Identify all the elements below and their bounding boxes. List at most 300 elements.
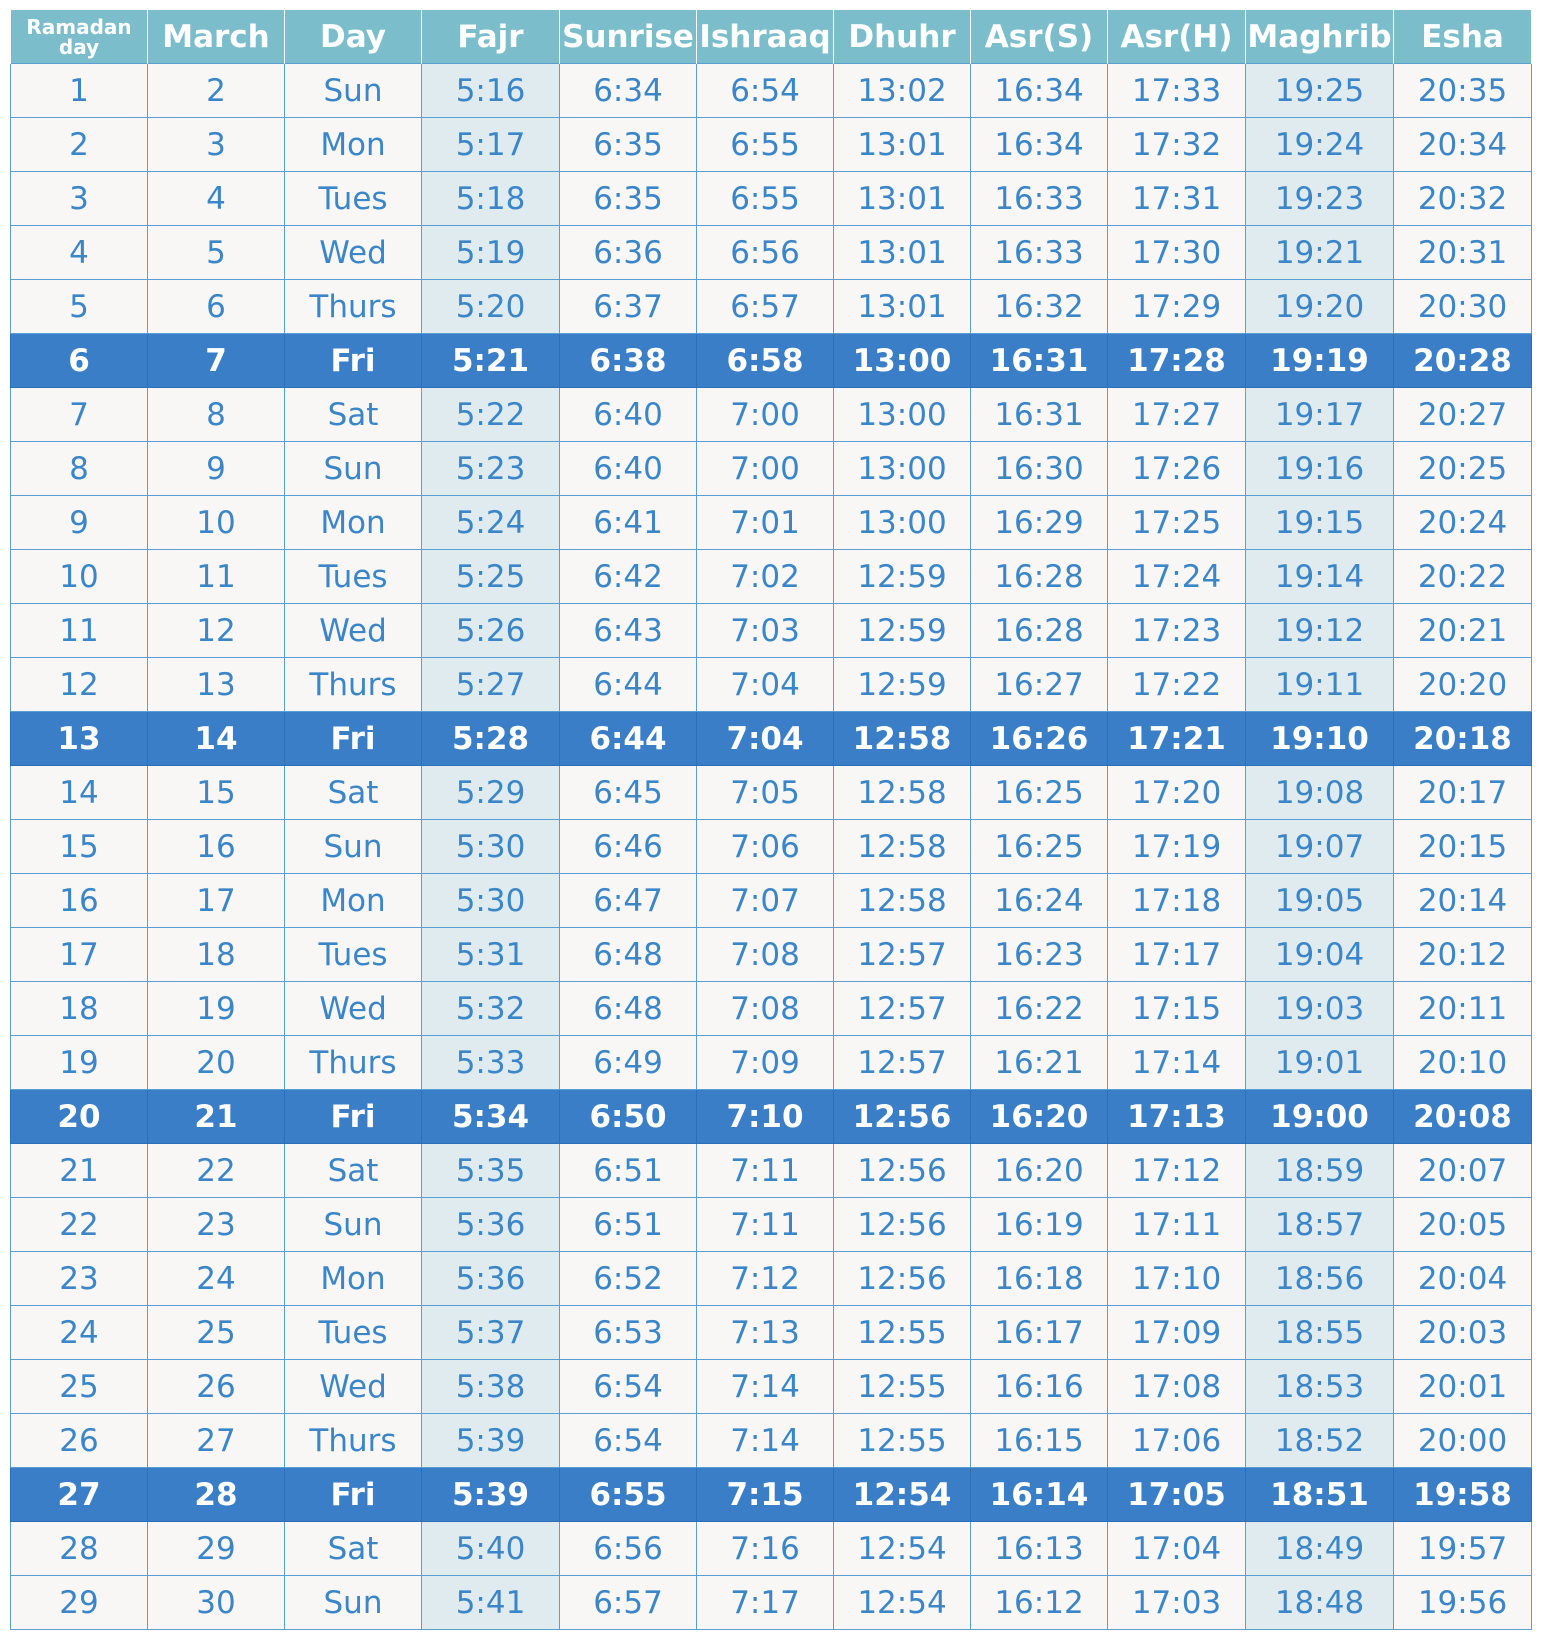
cell-fajr: 5:19 [422,226,560,280]
cell-asr-h: 17:28 [1108,334,1246,388]
cell-asr-h: 17:31 [1108,172,1246,226]
cell-march-date: 25 [148,1306,285,1360]
cell-weekday: Mon [285,496,422,550]
cell-asr-h: 17:04 [1108,1522,1246,1576]
cell-weekday: Thurs [285,1414,422,1468]
cell-march-date: 11 [148,550,285,604]
cell-fajr: 5:31 [422,928,560,982]
cell-dhuhr: 12:57 [834,1036,971,1090]
cell-asr-s: 16:30 [971,442,1108,496]
cell-asr-s: 16:28 [971,604,1108,658]
cell-sunrise: 6:41 [560,496,697,550]
cell-asr-h: 17:30 [1108,226,1246,280]
cell-esha: 20:25 [1394,442,1532,496]
cell-fajr: 5:25 [422,550,560,604]
cell-march-date: 30 [148,1576,285,1630]
cell-ramadan-day: 22 [11,1198,148,1252]
cell-asr-h: 17:14 [1108,1036,1246,1090]
cell-maghrib: 19:05 [1246,874,1394,928]
cell-maghrib: 19:19 [1246,334,1394,388]
cell-sunrise: 6:53 [560,1306,697,1360]
cell-dhuhr: 12:59 [834,658,971,712]
cell-fajr: 5:34 [422,1090,560,1144]
header-sunrise: Sunrise [560,10,697,64]
cell-ishraaq: 7:04 [697,658,834,712]
cell-ramadan-day: 14 [11,766,148,820]
table-row [11,550,1532,604]
cell-esha: 20:04 [1394,1252,1532,1306]
cell-asr-s: 16:26 [971,712,1108,766]
cell-asr-h: 17:21 [1108,712,1246,766]
header-fajr: Fajr [422,10,560,64]
cell-weekday: Sun [285,1576,422,1630]
cell-asr-s: 16:32 [971,280,1108,334]
cell-esha: 20:17 [1394,766,1532,820]
cell-asr-h: 17:22 [1108,658,1246,712]
cell-fajr: 5:22 [422,388,560,442]
cell-asr-h: 17:32 [1108,118,1246,172]
table-row [11,496,1532,550]
cell-dhuhr: 12:54 [834,1468,971,1522]
cell-ramadan-day: 20 [11,1090,148,1144]
cell-asr-s: 16:33 [971,226,1108,280]
cell-ishraaq: 7:11 [697,1144,834,1198]
cell-ishraaq: 7:08 [697,982,834,1036]
cell-sunrise: 6:34 [560,64,697,118]
cell-fajr: 5:36 [422,1252,560,1306]
cell-march-date: 4 [148,172,285,226]
cell-asr-h: 17:25 [1108,496,1246,550]
cell-ishraaq: 7:14 [697,1360,834,1414]
table-row [11,604,1532,658]
cell-ramadan-day: 23 [11,1252,148,1306]
cell-fajr: 5:30 [422,874,560,928]
cell-dhuhr: 12:55 [834,1360,971,1414]
cell-ramadan-day: 6 [11,334,148,388]
cell-sunrise: 6:47 [560,874,697,928]
timetable-body [11,64,1532,1630]
cell-ramadan-day: 28 [11,1522,148,1576]
cell-dhuhr: 12:56 [834,1144,971,1198]
cell-weekday: Sat [285,766,422,820]
cell-fajr: 5:39 [422,1414,560,1468]
cell-dhuhr: 12:54 [834,1576,971,1630]
cell-maghrib: 18:52 [1246,1414,1394,1468]
cell-asr-h: 17:11 [1108,1198,1246,1252]
cell-sunrise: 6:44 [560,712,697,766]
cell-ramadan-day: 4 [11,226,148,280]
cell-fajr: 5:23 [422,442,560,496]
cell-ramadan-day: 5 [11,280,148,334]
cell-asr-h: 17:20 [1108,766,1246,820]
cell-maghrib: 19:11 [1246,658,1394,712]
cell-asr-s: 16:12 [971,1576,1108,1630]
cell-asr-s: 16:18 [971,1252,1108,1306]
table-row [11,982,1532,1036]
cell-asr-h: 17:15 [1108,982,1246,1036]
table-row [11,1090,1532,1144]
cell-asr-s: 16:28 [971,550,1108,604]
cell-weekday: Tues [285,1306,422,1360]
cell-maghrib: 19:12 [1246,604,1394,658]
cell-maghrib: 18:48 [1246,1576,1394,1630]
header-row [11,10,1532,64]
cell-ishraaq: 7:01 [697,496,834,550]
cell-maghrib: 18:49 [1246,1522,1394,1576]
cell-weekday: Mon [285,1252,422,1306]
cell-asr-h: 17:13 [1108,1090,1246,1144]
cell-fajr: 5:26 [422,604,560,658]
cell-weekday: Sun [285,64,422,118]
table-row [11,766,1532,820]
cell-asr-h: 17:17 [1108,928,1246,982]
cell-dhuhr: 12:54 [834,1522,971,1576]
cell-esha: 20:28 [1394,334,1532,388]
cell-esha: 20:03 [1394,1306,1532,1360]
cell-weekday: Wed [285,604,422,658]
table-row [11,874,1532,928]
cell-ishraaq: 7:16 [697,1522,834,1576]
cell-ramadan-day: 21 [11,1144,148,1198]
cell-weekday: Sun [285,1198,422,1252]
cell-ramadan-day: 26 [11,1414,148,1468]
cell-esha: 20:22 [1394,550,1532,604]
cell-ramadan-day: 2 [11,118,148,172]
cell-maghrib: 19:17 [1246,388,1394,442]
cell-weekday: Fri [285,334,422,388]
cell-march-date: 3 [148,118,285,172]
cell-dhuhr: 12:59 [834,550,971,604]
cell-march-date: 27 [148,1414,285,1468]
cell-ramadan-day: 24 [11,1306,148,1360]
cell-ramadan-day: 19 [11,1036,148,1090]
cell-march-date: 8 [148,388,285,442]
header-asr-h: Asr(H) [1108,10,1246,64]
cell-ramadan-day: 9 [11,496,148,550]
cell-esha: 20:20 [1394,658,1532,712]
cell-fajr: 5:30 [422,820,560,874]
cell-ramadan-day: 25 [11,1360,148,1414]
cell-sunrise: 6:50 [560,1090,697,1144]
cell-esha: 20:11 [1394,982,1532,1036]
cell-fajr: 5:28 [422,712,560,766]
cell-maghrib: 19:10 [1246,712,1394,766]
cell-weekday: Thurs [285,280,422,334]
cell-maghrib: 19:21 [1246,226,1394,280]
cell-maghrib: 19:04 [1246,928,1394,982]
cell-march-date: 24 [148,1252,285,1306]
cell-sunrise: 6:40 [560,388,697,442]
table-row [11,172,1532,226]
cell-maghrib: 19:23 [1246,172,1394,226]
cell-ishraaq: 6:57 [697,280,834,334]
cell-ramadan-day: 16 [11,874,148,928]
cell-sunrise: 6:49 [560,1036,697,1090]
cell-ramadan-day: 12 [11,658,148,712]
table-row [11,442,1532,496]
cell-weekday: Tues [285,928,422,982]
cell-ishraaq: 6:55 [697,172,834,226]
cell-weekday: Tues [285,172,422,226]
cell-fajr: 5:18 [422,172,560,226]
header-dhuhr: Dhuhr [834,10,971,64]
prayer-timetable [10,10,1532,1630]
cell-ramadan-day: 1 [11,64,148,118]
cell-sunrise: 6:56 [560,1522,697,1576]
cell-maghrib: 19:08 [1246,766,1394,820]
cell-dhuhr: 13:00 [834,388,971,442]
cell-weekday: Sat [285,388,422,442]
table-row [11,64,1532,118]
cell-esha: 20:15 [1394,820,1532,874]
cell-dhuhr: 12:59 [834,604,971,658]
cell-sunrise: 6:45 [560,766,697,820]
cell-asr-s: 16:19 [971,1198,1108,1252]
cell-fajr: 5:24 [422,496,560,550]
cell-sunrise: 6:40 [560,442,697,496]
cell-sunrise: 6:42 [560,550,697,604]
table-row [11,1522,1532,1576]
cell-esha: 20:32 [1394,172,1532,226]
cell-sunrise: 6:54 [560,1414,697,1468]
cell-esha: 19:56 [1394,1576,1532,1630]
cell-asr-h: 17:10 [1108,1252,1246,1306]
cell-maghrib: 19:03 [1246,982,1394,1036]
cell-esha: 20:35 [1394,64,1532,118]
cell-maghrib: 18:51 [1246,1468,1394,1522]
cell-march-date: 2 [148,64,285,118]
header-asr-s: Asr(S) [971,10,1108,64]
cell-ishraaq: 7:00 [697,388,834,442]
cell-asr-h: 17:27 [1108,388,1246,442]
cell-fajr: 5:29 [422,766,560,820]
table-row [11,1252,1532,1306]
cell-march-date: 9 [148,442,285,496]
cell-fajr: 5:27 [422,658,560,712]
table-row [11,712,1532,766]
cell-ramadan-day: 18 [11,982,148,1036]
cell-esha: 20:12 [1394,928,1532,982]
cell-esha: 20:30 [1394,280,1532,334]
cell-march-date: 10 [148,496,285,550]
cell-dhuhr: 12:58 [834,820,971,874]
cell-asr-h: 17:03 [1108,1576,1246,1630]
cell-sunrise: 6:46 [560,820,697,874]
cell-march-date: 26 [148,1360,285,1414]
cell-fajr: 5:32 [422,982,560,1036]
cell-asr-s: 16:14 [971,1468,1108,1522]
cell-dhuhr: 12:58 [834,766,971,820]
cell-ishraaq: 7:15 [697,1468,834,1522]
header-esha: Esha [1394,10,1532,64]
cell-fajr: 5:40 [422,1522,560,1576]
cell-maghrib: 19:15 [1246,496,1394,550]
cell-fajr: 5:38 [422,1360,560,1414]
cell-esha: 20:27 [1394,388,1532,442]
cell-esha: 19:58 [1394,1468,1532,1522]
cell-dhuhr: 13:01 [834,226,971,280]
cell-dhuhr: 13:00 [834,442,971,496]
cell-ramadan-day: 10 [11,550,148,604]
cell-asr-h: 17:12 [1108,1144,1246,1198]
cell-asr-s: 16:13 [971,1522,1108,1576]
cell-dhuhr: 13:00 [834,334,971,388]
cell-esha: 20:34 [1394,118,1532,172]
table-row [11,928,1532,982]
cell-asr-h: 17:08 [1108,1360,1246,1414]
cell-asr-s: 16:20 [971,1144,1108,1198]
cell-asr-s: 16:22 [971,982,1108,1036]
table-row [11,226,1532,280]
cell-asr-h: 17:06 [1108,1414,1246,1468]
cell-maghrib: 19:24 [1246,118,1394,172]
cell-ishraaq: 7:10 [697,1090,834,1144]
cell-weekday: Sat [285,1144,422,1198]
cell-ishraaq: 7:13 [697,1306,834,1360]
cell-asr-s: 16:15 [971,1414,1108,1468]
cell-ishraaq: 7:17 [697,1576,834,1630]
table-row [11,388,1532,442]
cell-maghrib: 19:14 [1246,550,1394,604]
cell-weekday: Wed [285,226,422,280]
cell-asr-s: 16:21 [971,1036,1108,1090]
cell-dhuhr: 12:57 [834,982,971,1036]
table-row [11,1306,1532,1360]
cell-esha: 20:31 [1394,226,1532,280]
cell-esha: 20:01 [1394,1360,1532,1414]
cell-dhuhr: 12:56 [834,1252,971,1306]
cell-weekday: Sun [285,820,422,874]
cell-weekday: Sun [285,442,422,496]
cell-dhuhr: 13:00 [834,496,971,550]
cell-ishraaq: 7:11 [697,1198,834,1252]
cell-esha: 20:24 [1394,496,1532,550]
cell-dhuhr: 12:56 [834,1198,971,1252]
cell-fajr: 5:21 [422,334,560,388]
table-row [11,1360,1532,1414]
cell-march-date: 19 [148,982,285,1036]
cell-asr-h: 17:23 [1108,604,1246,658]
cell-march-date: 21 [148,1090,285,1144]
cell-march-date: 28 [148,1468,285,1522]
cell-asr-s: 16:31 [971,334,1108,388]
table-row [11,658,1532,712]
cell-maghrib: 19:25 [1246,64,1394,118]
cell-maghrib: 19:20 [1246,280,1394,334]
cell-weekday: Wed [285,982,422,1036]
cell-sunrise: 6:48 [560,982,697,1036]
header-ramadan-day: Ramadan day [11,10,148,64]
cell-weekday: Sat [285,1522,422,1576]
cell-march-date: 13 [148,658,285,712]
cell-asr-s: 16:25 [971,766,1108,820]
header-ishraaq: Ishraaq [697,10,834,64]
cell-ramadan-day: 3 [11,172,148,226]
cell-ishraaq: 7:04 [697,712,834,766]
cell-march-date: 7 [148,334,285,388]
cell-weekday: Wed [285,1360,422,1414]
cell-ishraaq: 7:08 [697,928,834,982]
cell-march-date: 6 [148,280,285,334]
cell-maghrib: 18:53 [1246,1360,1394,1414]
table-row [11,1468,1532,1522]
cell-fajr: 5:36 [422,1198,560,1252]
cell-dhuhr: 13:01 [834,280,971,334]
cell-weekday: Mon [285,118,422,172]
cell-march-date: 18 [148,928,285,982]
cell-dhuhr: 13:01 [834,118,971,172]
cell-esha: 20:07 [1394,1144,1532,1198]
cell-march-date: 15 [148,766,285,820]
cell-ishraaq: 6:54 [697,64,834,118]
cell-ishraaq: 7:02 [697,550,834,604]
cell-ishraaq: 6:55 [697,118,834,172]
cell-dhuhr: 13:01 [834,172,971,226]
cell-sunrise: 6:52 [560,1252,697,1306]
cell-esha: 20:08 [1394,1090,1532,1144]
cell-dhuhr: 12:57 [834,928,971,982]
cell-sunrise: 6:57 [560,1576,697,1630]
cell-fajr: 5:37 [422,1306,560,1360]
cell-maghrib: 18:59 [1246,1144,1394,1198]
cell-sunrise: 6:51 [560,1144,697,1198]
cell-asr-h: 17:24 [1108,550,1246,604]
table-row [11,1198,1532,1252]
cell-asr-h: 17:33 [1108,64,1246,118]
cell-weekday: Fri [285,1090,422,1144]
cell-asr-s: 16:17 [971,1306,1108,1360]
cell-asr-h: 17:18 [1108,874,1246,928]
cell-asr-s: 16:29 [971,496,1108,550]
cell-sunrise: 6:35 [560,172,697,226]
cell-dhuhr: 12:58 [834,874,971,928]
table-row [11,118,1532,172]
cell-sunrise: 6:44 [560,658,697,712]
cell-dhuhr: 12:55 [834,1306,971,1360]
cell-sunrise: 6:36 [560,226,697,280]
cell-ishraaq: 7:09 [697,1036,834,1090]
cell-ramadan-day: 13 [11,712,148,766]
cell-asr-h: 17:26 [1108,442,1246,496]
cell-maghrib: 18:56 [1246,1252,1394,1306]
cell-esha: 20:21 [1394,604,1532,658]
cell-ishraaq: 6:58 [697,334,834,388]
cell-ishraaq: 7:14 [697,1414,834,1468]
cell-fajr: 5:39 [422,1468,560,1522]
cell-ramadan-day: 29 [11,1576,148,1630]
cell-ramadan-day: 11 [11,604,148,658]
cell-march-date: 17 [148,874,285,928]
cell-march-date: 22 [148,1144,285,1198]
cell-ishraaq: 7:06 [697,820,834,874]
cell-ishraaq: 7:12 [697,1252,834,1306]
cell-march-date: 16 [148,820,285,874]
cell-sunrise: 6:43 [560,604,697,658]
cell-ramadan-day: 17 [11,928,148,982]
cell-fajr: 5:33 [422,1036,560,1090]
cell-fajr: 5:20 [422,280,560,334]
cell-march-date: 23 [148,1198,285,1252]
cell-esha: 19:57 [1394,1522,1532,1576]
table-row [11,280,1532,334]
cell-esha: 20:00 [1394,1414,1532,1468]
table-row [11,1036,1532,1090]
cell-asr-s: 16:34 [971,64,1108,118]
cell-march-date: 14 [148,712,285,766]
cell-march-date: 29 [148,1522,285,1576]
cell-asr-s: 16:16 [971,1360,1108,1414]
cell-asr-s: 16:27 [971,658,1108,712]
